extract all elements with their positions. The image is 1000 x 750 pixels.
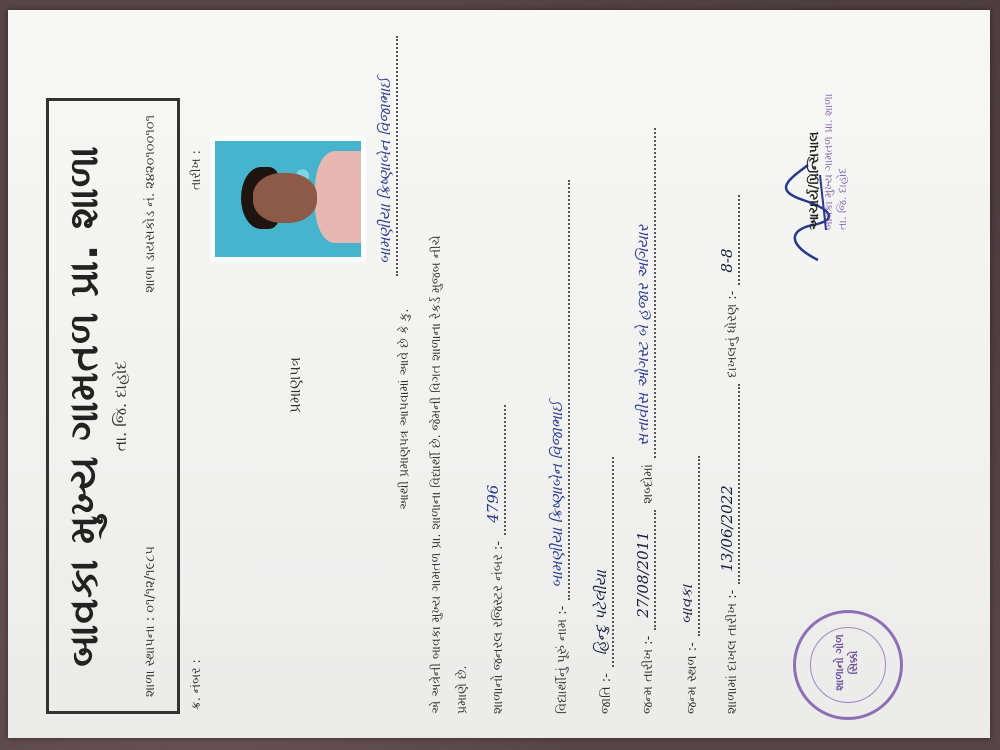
- principal-role: આચાર્ય/પ્રિન્સિપાલ: [807, 131, 822, 230]
- full-name-value: બામણીયા ક્રિષ્ણાબેન વિજાભાઈ: [548, 400, 566, 588]
- field-admission-date: [720, 195, 740, 714]
- birth-date-value: 27/08/2011: [634, 531, 652, 618]
- header-meta-line: [143, 115, 158, 697]
- paragraph-line-3: પ્રમાણે છે.: [454, 665, 469, 714]
- caste-value: હિન્દુ પટેલીયા: [592, 570, 610, 656]
- certificate-heading: પ્રમાણપત્ર: [286, 356, 304, 414]
- register-number-value: 4796: [484, 484, 502, 523]
- admission-standard-label: દાખલનું ધોરણ :-: [725, 290, 740, 378]
- serial-number-label: ક્ર. નંબર :: [188, 659, 203, 710]
- field-label: શાળાનો જનરલ રજિસ્ટર નંબર :-: [491, 540, 506, 714]
- dise-code: શાળા ડાયસકોડ નં. ૨૪૨૦૧૦૦૧૦૧: [143, 115, 158, 293]
- field-caste: [594, 457, 614, 714]
- date-label: તારીખ :: [188, 150, 203, 190]
- admission-date-value: 13/06/2022: [718, 485, 736, 572]
- field-label: જન્મ તારીખ :-: [641, 635, 656, 714]
- certificate-paper: [8, 10, 990, 738]
- field-label: જન્મ સ્થળ :-: [685, 642, 700, 714]
- field-label: જાતિ :-: [599, 673, 614, 714]
- round-stamp-text: શાળાનો ગોળ સિક્કો: [833, 634, 860, 691]
- photo-shoulders: [315, 151, 361, 243]
- intro-name-line: [378, 36, 398, 276]
- school-district: તા. જિ. દાહોદ: [111, 360, 130, 452]
- birth-date-words-value: સત્તાવીસ ઓગસ્ટ બે હજાર અગિયાર: [634, 224, 652, 447]
- principal-stamp-place: તા. જિ. દાહોદ: [836, 167, 849, 230]
- field-full-name: [550, 180, 570, 714]
- birth-place-value: બાવકા: [678, 584, 696, 625]
- field-birth-place: [680, 456, 700, 714]
- field-label: શાળામાં દાખલ તારીખ :-: [725, 589, 740, 714]
- photo-face: [253, 173, 317, 223]
- header-box: [46, 98, 180, 714]
- field-birth-date: [636, 128, 656, 714]
- established-date: શાળા સ્થાપના : ૦૧/૧૨/૧૯૮૫: [143, 546, 158, 697]
- in-words-label: શબ્દોમાં: [641, 464, 656, 504]
- paragraph-line-2: એ અત્રેની બાવકા મુખ્ય ગામતળ પ્રા. શાળાના વિદ્યાર્થી છે. જેમની વિગત શાળાના રેકર્ડ મુજબ નીચે: [428, 235, 443, 714]
- field-register-number: [486, 405, 506, 714]
- intro-text: આથી પ્રમાણપત્ર આપવામાં આવે છે કે કુ.: [396, 308, 411, 510]
- certificate-document: [18, 20, 998, 750]
- school-title: બાવકા મુખ્ય ગામતળ પ્રા. શાળા: [61, 145, 107, 667]
- intro-name-handwritten: બામણીયા ક્રિષ્ણાબેન વિજાભાઈ: [376, 77, 394, 264]
- principal-stamp: [808, 40, 888, 230]
- admission-standard-value: 8-8: [718, 248, 736, 273]
- principal-stamp-school: બાવકા મુખ્ય ગામતળ પ્રા. શાળા: [822, 93, 835, 230]
- field-label: વિદ્યાર્થીનું પૂરું નામ :-: [555, 605, 570, 714]
